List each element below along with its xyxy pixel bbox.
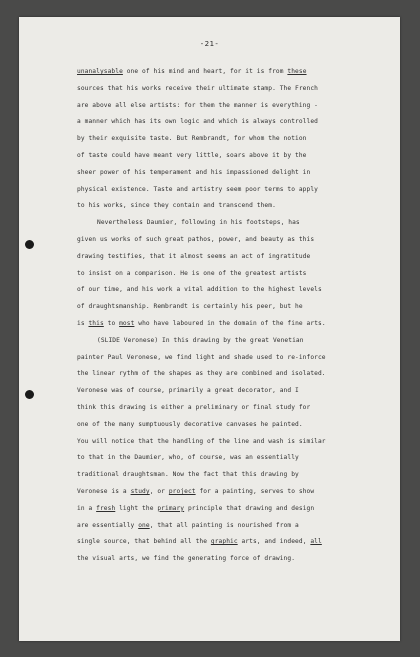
text-line [77,114,395,131]
text-run: to his works, since they contain and transcend them. [77,202,276,210]
text-run: of our time, and his work a vital addition to the highest levels [77,286,322,294]
text-run: light the [115,504,158,512]
text-run: to insist on a comparison. He is one of the greatest artists [77,269,307,277]
text-line [77,64,395,81]
underlined-word: this [88,319,104,327]
text-line [77,417,395,434]
text-line [77,450,395,467]
text-run: Veronese is a [77,487,131,495]
underlined-word: these [287,68,307,75]
text-run: to that in the Daumier, who, of course, was an essentially [77,454,299,462]
text-line [77,165,395,182]
text-line [77,299,395,316]
text-line [77,534,395,551]
underlined-word: fresh [96,504,116,512]
text-line [77,316,395,333]
text-run: the linear rythm of the shapes as they are combined and isolated. [77,370,326,378]
text-line [77,182,395,199]
text-run: , or [149,487,169,495]
text-run: one of the many sumptuously decorative canvases he painted. [77,420,303,428]
underlined-word: project [168,487,196,495]
text-run: in a [77,504,97,512]
underlined-word: all [310,538,322,546]
text-run: a manner which has its own logic and which is always controlled [77,118,318,126]
underlined-word: one [138,521,150,529]
text-line [77,131,395,148]
text-run: physical existence. Taste and artistry seem poor terms to apply [77,185,318,193]
text-run: Nevertheless Daumier, following in his footsteps, has [97,219,300,227]
text-run: Veronese was of course, primarily a great decorator, and I [77,387,299,395]
text-run: is [77,319,89,327]
punch-hole [25,240,34,249]
text-run: think this drawing is either a preliminary or final study for [77,403,311,411]
text-line [77,501,395,518]
text-line [77,215,395,232]
underlined-word: primary [157,504,185,512]
text-run: principle that drawing and design [184,504,315,512]
text-run: are essentially [77,521,139,529]
text-run: who have laboured in the domain of the fine arts. [134,319,326,327]
text-run: for a painting, serves to show [195,487,315,495]
text-run: given us works of such great pathos, power, and beauty as this [77,235,315,243]
text-line [77,98,395,115]
text-run: arts, and indeed, [237,538,311,546]
text-line [77,383,395,400]
text-run: painter Paul Veronese, we find light and shade used to re-inforce [77,353,326,361]
text-line [77,551,395,568]
text-run: sheer power of his temperament and his impassioned delight in [77,168,311,176]
text-line [77,148,395,165]
body-text [77,64,395,568]
document-page [19,17,400,641]
text-run: drawing testifies, that it almost seems an act of ingratitude [77,252,311,260]
text-line [77,266,395,283]
underlined-word: graphic [210,538,238,546]
text-line [77,366,395,383]
text-line [77,333,395,350]
text-run: sources that his works receive their ultimate stamp. The French [77,84,318,92]
text-run: (SLIDE Veronese) In this drawing by the great Venetian [97,336,304,344]
underlined-word: most [119,319,135,327]
text-run: single source, that behind all the [77,538,211,546]
page-number: -21- [199,39,220,48]
text-run: , that all painting is nourished from a [149,521,299,529]
text-run: You will notice that the handling of the line and wash is similar [77,437,326,445]
text-line [77,434,395,451]
text-run: traditional draughtsman. Now the fact that this drawing by [77,471,299,479]
text-line [77,81,395,98]
text-run: the visual arts, we find the generating force of drawing. [77,555,296,563]
underlined-word: study [130,487,150,495]
text-run: are above all else artists: for them the manner is everything - [77,101,318,109]
text-run: of draughtsmanship. Rembrandt is certainly his peer, but he [77,303,303,311]
text-line [77,467,395,484]
text-run: of taste could have meant very little, soars above it by the [77,151,307,159]
text-line [77,198,395,215]
text-line [77,282,395,299]
underlined-word: unanalysable [77,68,123,75]
punch-hole [25,390,34,399]
text-line [77,249,395,266]
text-line [77,484,395,501]
text-line [77,350,395,367]
text-run: to [103,319,120,327]
text-line [77,232,395,249]
text-run: by their exquisite taste. But Rembrandt, for whom the notion [77,135,307,143]
text-line [77,518,395,535]
text-line [77,400,395,417]
text-run: one of his mind and heart, for it is from [122,68,288,75]
